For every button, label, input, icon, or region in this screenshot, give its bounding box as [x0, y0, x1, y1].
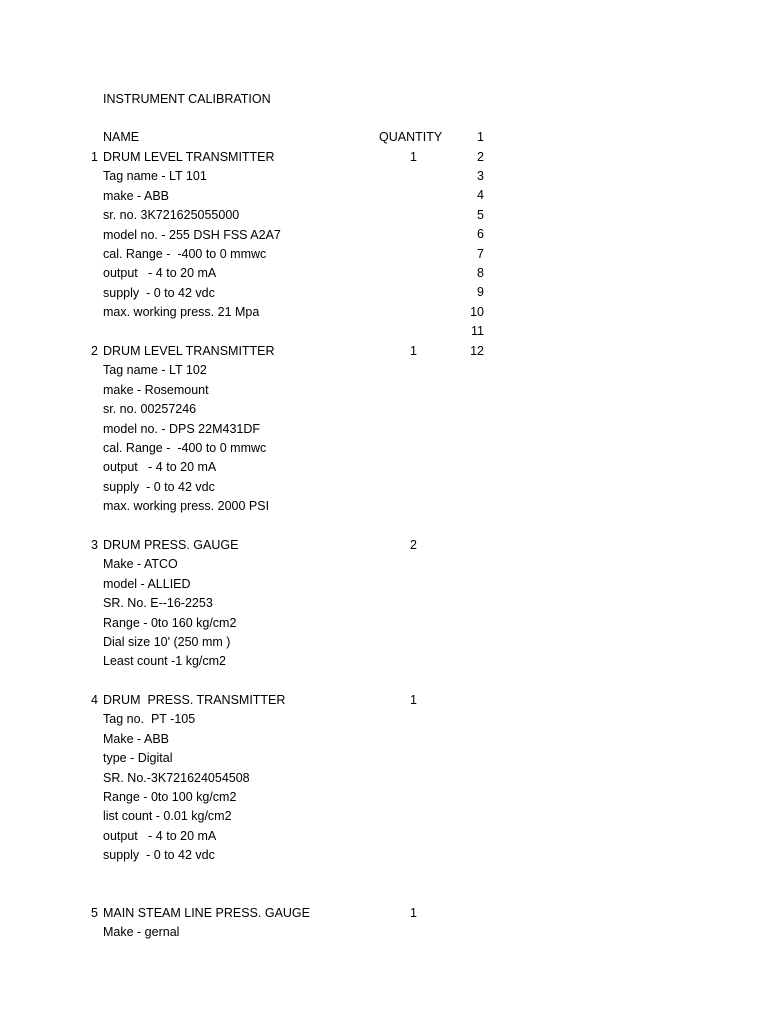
row-number: 10	[470, 305, 484, 319]
row-number: 1	[477, 130, 484, 144]
item-detail-line: Make - ABB	[103, 732, 169, 746]
row-number: 11	[471, 324, 484, 338]
item-quantity: 2	[410, 538, 417, 552]
item-detail-line: Least count -1 kg/cm2	[103, 654, 226, 668]
item-detail-line: Range - 0to 160 kg/cm2	[103, 616, 237, 630]
row-number: 5	[477, 208, 484, 222]
item-detail-line: SR. No. E--16-2253	[103, 596, 213, 610]
item-detail-line: model - ALLIED	[103, 577, 191, 591]
item-detail-line: supply - 0 to 42 vdc	[103, 286, 215, 300]
item-detail-line: Make - gernal	[103, 925, 180, 939]
item-detail-line: sr. no. 00257246	[103, 402, 197, 416]
item-detail-line: supply - 0 to 42 vdc	[103, 848, 215, 862]
item-detail-line: model no. - DPS 22M431DF	[103, 422, 261, 436]
item-detail-line: Tag name - LT 102	[103, 363, 207, 377]
item-name: MAIN STEAM LINE PRESS. GAUGE	[103, 906, 310, 920]
row-number: 3	[477, 169, 484, 183]
item-name: DRUM PRESS. TRANSMITTER	[103, 693, 286, 707]
item-detail-line: model no. - 255 DSH FSS A2A7	[103, 228, 281, 242]
item-detail-line: output - 4 to 20 mA	[103, 829, 217, 843]
item-detail-line: type - Digital	[103, 751, 173, 765]
header-name: NAME	[103, 130, 140, 144]
item-detail-line: Dial size 10' (250 mm )	[103, 635, 231, 649]
item-detail-line: cal. Range - -400 to 0 mmwc	[103, 247, 267, 261]
item-number: 2	[91, 344, 98, 358]
item-detail-line: make - Rosemount	[103, 383, 209, 397]
item-name: DRUM LEVEL TRANSMITTER	[103, 344, 275, 358]
header-quantity: QUANTITY	[379, 130, 443, 144]
item-name: DRUM LEVEL TRANSMITTER	[103, 150, 275, 164]
item-detail-line: output - 4 to 20 mA	[103, 266, 217, 280]
item-detail-line: make - ABB	[103, 189, 169, 203]
item-detail-line: sr. no. 3K721625055000	[103, 208, 240, 222]
row-number: 4	[477, 188, 484, 202]
item-detail-line: cal. Range - -400 to 0 mmwc	[103, 441, 267, 455]
document-title: INSTRUMENT CALIBRATION	[103, 92, 271, 106]
item-number: 3	[91, 538, 98, 552]
row-number: 7	[477, 247, 484, 261]
item-detail-line: max. working press. 2000 PSI	[103, 499, 270, 513]
item-number: 5	[91, 906, 98, 920]
item-number: 1	[91, 150, 98, 164]
item-detail-line: output - 4 to 20 mA	[103, 460, 217, 474]
item-detail-line: Make - ATCO	[103, 557, 178, 571]
item-detail-line: Tag no. PT -105	[103, 712, 196, 726]
row-number: 6	[477, 227, 484, 241]
item-quantity: 1	[410, 906, 417, 920]
item-number: 4	[91, 693, 98, 707]
item-detail-line: list count - 0.01 kg/cm2	[103, 809, 232, 823]
row-number: 9	[477, 285, 484, 299]
item-name: DRUM PRESS. GAUGE	[103, 538, 239, 552]
row-number: 2	[477, 150, 484, 164]
row-number: 8	[477, 266, 484, 280]
item-detail-line: Tag name - LT 101	[103, 169, 207, 183]
item-quantity: 1	[410, 150, 417, 164]
row-number: 12	[470, 344, 484, 358]
item-quantity: 1	[410, 693, 417, 707]
item-quantity: 1	[410, 344, 417, 358]
item-detail-line: SR. No.-3K721624054508	[103, 771, 250, 785]
item-detail-line: max. working press. 21 Mpa	[103, 305, 260, 319]
item-detail-line: supply - 0 to 42 vdc	[103, 480, 215, 494]
item-detail-line: Range - 0to 100 kg/cm2	[103, 790, 237, 804]
